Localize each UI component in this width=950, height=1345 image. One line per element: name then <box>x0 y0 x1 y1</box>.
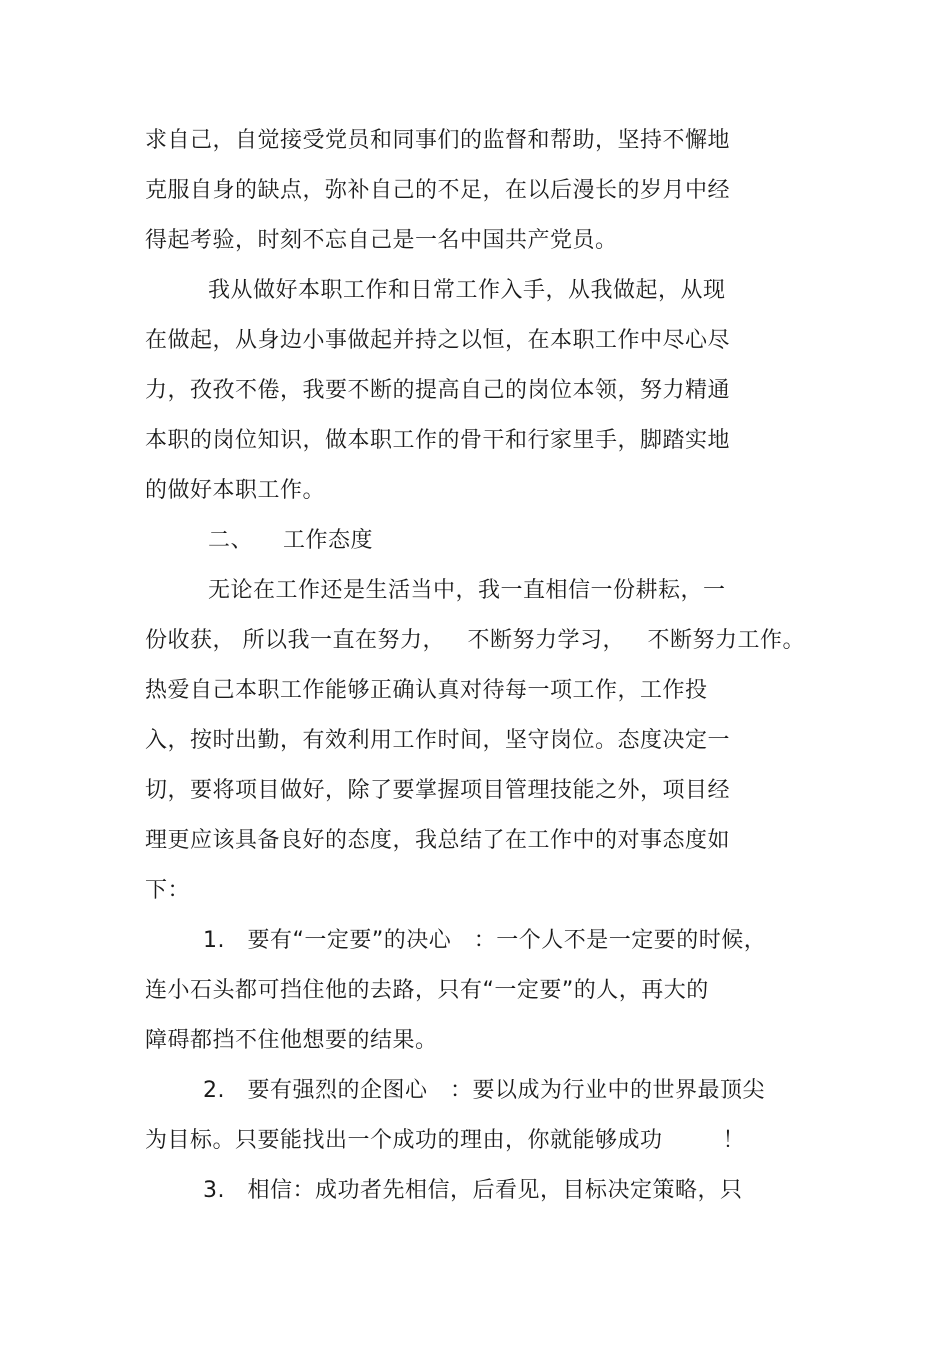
text-line: 无论在工作还是生活当中，我一直相信一份耕耘，一 <box>208 578 726 603</box>
list-item-1: 1. 要有“一定要”的决心 ：一个人不是一定要的时候， <box>203 928 767 953</box>
text-line: 理更应该具备良好的态度，我总结了在工作中的对事态度如 <box>145 828 731 853</box>
text-line: 热爱自己本职工作能够正确认真对待每一项工作，工作投 <box>145 678 708 703</box>
text-line: 为目标。只要能找出一个成功的理由，你就能够成功 ！ <box>145 1128 745 1153</box>
text-line: 入，按时出勤，有效利用工作时间，坚守岗位。态度决定一 <box>145 728 731 753</box>
text-line: 得起考验，时刻不忘自己是一名中国共产党员。 <box>145 228 618 253</box>
text-line: 我从做好本职工作和日常工作入手，从我做起，从现 <box>208 278 726 303</box>
section-heading: 二、 工作态度 <box>208 528 373 553</box>
text-line: 份收获， 所以我一直在努力， 不断努力学习， 不断努力工作。 <box>145 628 805 653</box>
text-line: 的做好本职工作。 <box>145 478 326 503</box>
text-line: 求自己，自觉接受党员和同事们的监督和帮助，坚持不懈地 <box>145 128 731 153</box>
text-line: 连小石头都可挡住他的去路，只有“一定要”的人，再大的 <box>145 978 709 1003</box>
list-item-3: 3. 相信：成功者先相信，后看见，目标决定策略，只 <box>203 1178 743 1203</box>
text-line: 力，孜孜不倦，我要不断的提高自己的岗位本领，努力精通 <box>145 378 731 403</box>
text-line: 下： <box>145 878 191 903</box>
text-line: 在做起，从身边小事做起并持之以恒，在本职工作中尽心尽 <box>145 328 731 353</box>
text-line: 障碍都挡不住他想要的结果。 <box>145 1028 438 1053</box>
list-item-2: 2. 要有强烈的企图心 ：要以成为行业中的世界最顶尖 <box>203 1078 765 1103</box>
text-line: 本职的岗位知识，做本职工作的骨干和行家里手，脚踏实地 <box>145 428 731 453</box>
text-line: 克服自身的缺点，弥补自己的不足，在以后漫长的岁月中经 <box>145 178 731 203</box>
text-line: 切，要将项目做好，除了要掌握项目管理技能之外，项目经 <box>145 778 731 803</box>
